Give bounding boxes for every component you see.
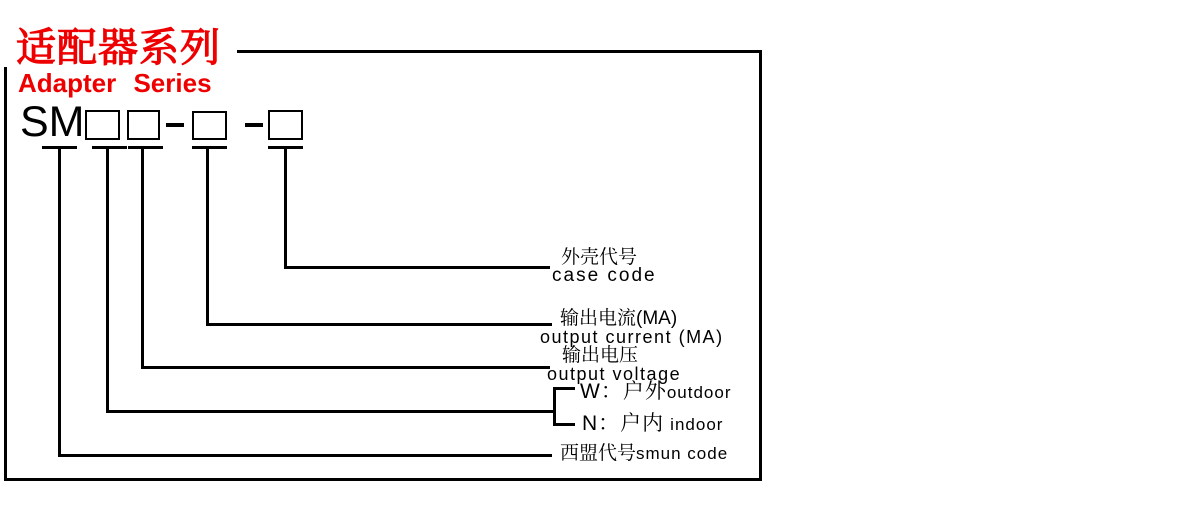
outdoor-option-row — [580, 381, 732, 402]
indoor-option-code: N： — [582, 412, 621, 435]
page-title-chinese: 适配器系列 — [16, 26, 221, 70]
frame-border-right — [759, 50, 762, 481]
tick-bar-indoor-outdoor — [92, 146, 127, 149]
outdoor-option-code: W： — [580, 380, 623, 403]
frame-border-left — [4, 67, 7, 481]
leader-vertical-indoor-outdoor — [106, 146, 109, 413]
indoor-option-row — [582, 413, 723, 434]
case-code-label-en: case code — [552, 265, 657, 286]
frame-border-top — [237, 50, 762, 53]
output-current-label-en: output current (MA) — [540, 327, 724, 347]
smun-code-row — [560, 444, 728, 463]
code-box-4 — [268, 110, 303, 140]
case-code-label-zh: 外壳代号 — [561, 247, 638, 268]
output-voltage-label-en: output voltage — [547, 364, 682, 384]
page-title-english: Adapter Series — [18, 68, 212, 98]
output-current-label-zh: 输出电流(MA) — [560, 308, 678, 329]
output-voltage-label-zh: 输出电压 — [562, 345, 639, 366]
leader-horizontal-voltage — [141, 366, 550, 369]
leader-vertical-case — [284, 146, 287, 269]
indoor-option-en: indoor — [670, 415, 724, 434]
code-dash-2 — [245, 123, 263, 127]
model-code-prefix: SM — [20, 98, 85, 146]
indoor-option-zh: 户内 — [620, 412, 665, 435]
smun-code-label-zh: 西盟代号 — [560, 443, 637, 464]
code-box-1 — [85, 110, 120, 140]
leader-horizontal-smun — [58, 454, 552, 457]
leader-vertical-current — [206, 146, 209, 326]
leader-vertical-voltage — [141, 146, 144, 369]
leader-horizontal-case — [284, 266, 550, 269]
leader-vertical-smun — [58, 146, 61, 457]
outdoor-option-en: outdoor — [666, 383, 732, 402]
branch-bracket-vertical — [553, 387, 556, 426]
leader-horizontal-indoor-outdoor — [106, 410, 553, 413]
code-dash-1 — [166, 123, 184, 127]
tick-bar-voltage — [128, 146, 163, 149]
code-box-2 — [127, 110, 160, 140]
frame-border-bottom — [4, 478, 762, 481]
branch-bracket-arm-top — [553, 387, 575, 390]
tick-bar-current — [192, 146, 227, 149]
leader-horizontal-current — [206, 323, 552, 326]
outdoor-option-zh: 户外 — [622, 380, 667, 403]
code-box-3 — [192, 111, 227, 140]
branch-bracket-arm-bottom — [553, 423, 575, 426]
smun-code-label-en: smun code — [636, 444, 729, 463]
